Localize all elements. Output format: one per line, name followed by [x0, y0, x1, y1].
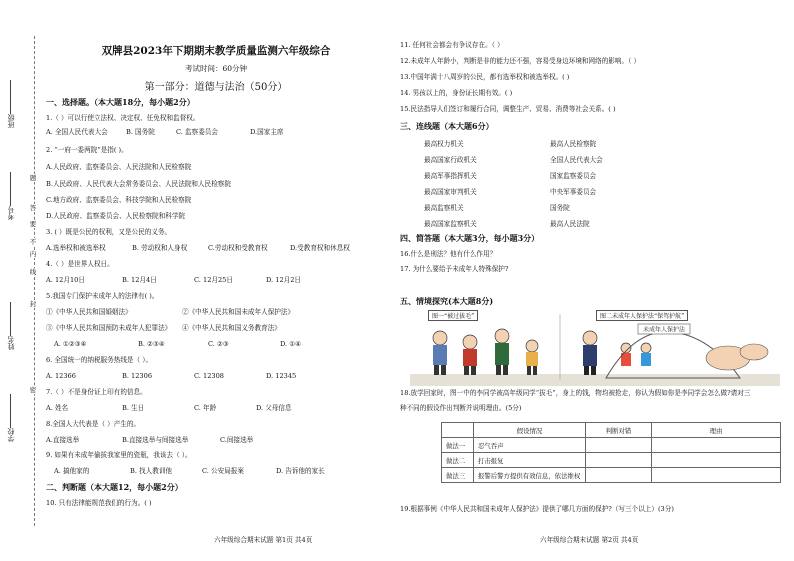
law-badge: 未成年人保护法: [642, 326, 686, 334]
seal-mark: 答: [29, 204, 37, 212]
reason-cell[interactable]: [652, 468, 781, 483]
match-left-item[interactable]: 最高国家行政机关: [424, 156, 477, 164]
question-3: 3. ( ）既是公民的权利，又是公民的义务。: [46, 228, 172, 236]
match-right-item[interactable]: 最高人民检察院: [550, 140, 597, 148]
question-13: 13.中国年满十八周岁的公民，都有选举权和被选举权。( ): [400, 73, 570, 81]
question-19: 19.根据事例《中华人民共和国未成年人保护法》提供了哪几方面的保护?（写三个以上）(3分): [400, 505, 674, 513]
judgement-cell[interactable]: [586, 468, 652, 483]
seal-mark: 内: [29, 250, 37, 258]
table-header: 假设情况: [474, 423, 586, 438]
part-heading: 第一部分：道德与法治（50分）: [144, 82, 288, 93]
question-1: 1.（ ）可以行使立法权、决定权、任免权和监督权。: [46, 114, 200, 122]
question-7-options[interactable]: A. 姓名 B. 生日 C. 年龄 D. 父母信息: [46, 404, 292, 412]
exam-number-field[interactable]: 考号: [7, 170, 21, 220]
scenario-table: [441, 422, 781, 483]
judgement-cell[interactable]: [586, 453, 652, 468]
section-heading: 五、情境探究(本大题8分): [400, 296, 494, 306]
match-left-item[interactable]: 最高军事指挥机关: [424, 172, 477, 180]
question-12: 12.未成年人年龄小，判断是非的能力还不强，容易受身边环境和网络的影响。（ ）: [400, 57, 641, 65]
question-17: 17. 为什么要给予未成年人特殊保护?: [400, 265, 509, 273]
match-left-item[interactable]: 最高国家监察机关: [424, 220, 477, 228]
question-3-options[interactable]: A.选举权和被选举权 B. 劳动权和人身权 C.劳动权和受教育权 D.受教育权和休息权: [46, 244, 350, 252]
seal-mark: 线: [29, 268, 37, 276]
seal-mark: 封: [29, 300, 37, 308]
row-text: 忍气吞声: [474, 438, 586, 453]
match-right-item[interactable]: 最高人民法院: [550, 220, 590, 228]
section-heading: 三、连线题（本大题6分）: [400, 121, 494, 131]
question-1-options[interactable]: A. 全国人民代表大会 B. 国务院 C. 监察委员会 D.国家主席: [46, 128, 284, 136]
page-footer: 六年级综合期末试题 第2页 共4页: [540, 536, 639, 544]
seal-mark: 密: [29, 386, 37, 394]
question-5-items: ③《中华人民共和国预防未成年人犯罪法》 ④《中华人民共和国义务教育法》: [46, 324, 281, 332]
judgement-cell[interactable]: [586, 438, 652, 453]
question-5: 5.我国专门保护未成年人的法律有( )。: [46, 292, 159, 300]
question-2-option[interactable]: C.地方政府、监察委员会、科技学院和人民检察院: [46, 196, 192, 204]
match-left-item[interactable]: 最高权力机关: [424, 140, 464, 148]
row-label: 做法三: [442, 468, 474, 483]
table-row: [442, 438, 781, 453]
row-text: 打击报复: [474, 453, 586, 468]
school-field[interactable]: 学校: [7, 392, 21, 442]
question-6-options[interactable]: A. 12366 B. 12306 C. 12308 D. 12345: [46, 372, 297, 380]
match-left-item[interactable]: 最高监察机关: [424, 204, 464, 212]
question-7: 7.（ ）不是身份证上印有的信息。: [46, 388, 147, 396]
row-text: 报警后警方提供有效信息，依法维权: [474, 468, 586, 483]
exam-time: 考试时间：60分钟: [184, 64, 248, 73]
scenario-illustration: [410, 308, 780, 386]
question-11: 11. 任何社会都会有争议存在。（ ）: [400, 41, 504, 49]
question-14: 14. 男孩以上的，身份证长期有效。( ): [400, 89, 513, 97]
question-18: 18.放学回家时，图一中的李同学被高年级同学“拔毛”，身上的钱，物均被抢走，你认为假如你是李同学会怎么做?请对三: [400, 389, 751, 397]
victim-figure: [526, 340, 538, 375]
question-4: 4.（ ）是世界人权日。: [46, 260, 114, 268]
question-2-option[interactable]: B.人民政府、人民代表大会常务委员会、人民法院和人民检察院: [46, 180, 231, 188]
match-right-item[interactable]: 国务院: [550, 204, 570, 212]
match-right-item[interactable]: 中央军事委员会: [550, 188, 597, 196]
question-15: 15.民法指导人们签订和履行合同，调整生产、贸易、消费等社会关系。( ): [400, 105, 616, 113]
exam-title: 双牌县2023年下期期末教学质量监测六年级综合: [101, 45, 331, 57]
table-header: 判断对错: [586, 423, 652, 438]
figure-1-label: 图一“被过拔毛”: [428, 310, 478, 321]
question-9: 9. 如果有未成年偷拔我家里的瓷瓶，我该去（ ）。: [46, 451, 192, 459]
hand-icon: [706, 344, 768, 370]
officer-figure: [583, 331, 597, 375]
binding-margin: [0, 0, 40, 561]
question-2-option[interactable]: D.人民政府、监察委员会、人民检察院和科学院: [46, 212, 186, 220]
question-10: 10. 只有法律能规范我们的行为。( ): [46, 499, 152, 507]
question-5-options[interactable]: A. ①②③④ B. ②③④ C. ②③ D. ①④: [54, 340, 302, 348]
table-row: [442, 468, 781, 483]
section-heading: 一、选择题。（本大题18分，每小题2分）: [46, 97, 195, 107]
question-16: 16.什么是刑法？他有什么作用？: [400, 250, 497, 258]
table-header-row: [442, 423, 781, 438]
row-label: 做法一: [442, 438, 474, 453]
seal-line: [34, 36, 35, 526]
reason-cell[interactable]: [652, 438, 781, 453]
match-right-item[interactable]: 全国人民代表大会: [550, 156, 603, 164]
table-row: [442, 453, 781, 468]
class-field[interactable]: 班级: [7, 78, 21, 128]
question-4-options[interactable]: A. 12月10日 B. 12月4日 C. 12月25日 D. 12月2日: [46, 276, 302, 284]
question-9-options[interactable]: A. 搞他家的 B. 找人教训他 C. 公安局报案 D. 告诉他的家长: [54, 467, 325, 475]
question-2: 2. “一府一委两院”是指( )。: [46, 146, 128, 154]
seal-mark: 不: [29, 238, 37, 246]
question-6: 6. 全国统一的纳税服务热线是（ ）。: [46, 356, 153, 364]
reason-cell[interactable]: [652, 453, 781, 468]
section-heading: 四、简答题（本大题3分，每小题3分）: [400, 233, 540, 243]
figure-2-label: 图二未成年人保护法“保驾护航”: [596, 310, 688, 321]
question-8-options[interactable]: A.直接选举 B.直接选举与间接选举 C.间接选举: [46, 436, 254, 444]
match-right-item[interactable]: 国家监察委员会: [550, 172, 597, 180]
section-heading: 二、判断题（本大题12，每小题2分）: [46, 482, 183, 492]
seal-mark: 要: [29, 220, 37, 228]
page-footer: 六年级综合期末试题 第1页 共4页: [214, 536, 313, 544]
row-label: 做法二: [442, 453, 474, 468]
bully-figures: [433, 329, 509, 375]
question-18: 种不同的假设作出判断并说明理由。(5分): [400, 404, 522, 412]
name-field[interactable]: 姓名: [7, 300, 21, 350]
question-8: 8.全国人大代表是（ ）产生的。: [46, 420, 141, 428]
question-5-items: ①《中华人民共和国婚姻法》 ②《中华人民共和国未成年人保护法》: [46, 308, 295, 316]
question-2-option[interactable]: A.人民政府、监察委员会、人民法院和人民检察院: [46, 163, 192, 171]
seal-mark: 题: [29, 174, 37, 182]
table-header: 理由: [652, 423, 781, 438]
match-left-item[interactable]: 最高国家审判机关: [424, 188, 477, 196]
child-figures: [621, 343, 651, 366]
